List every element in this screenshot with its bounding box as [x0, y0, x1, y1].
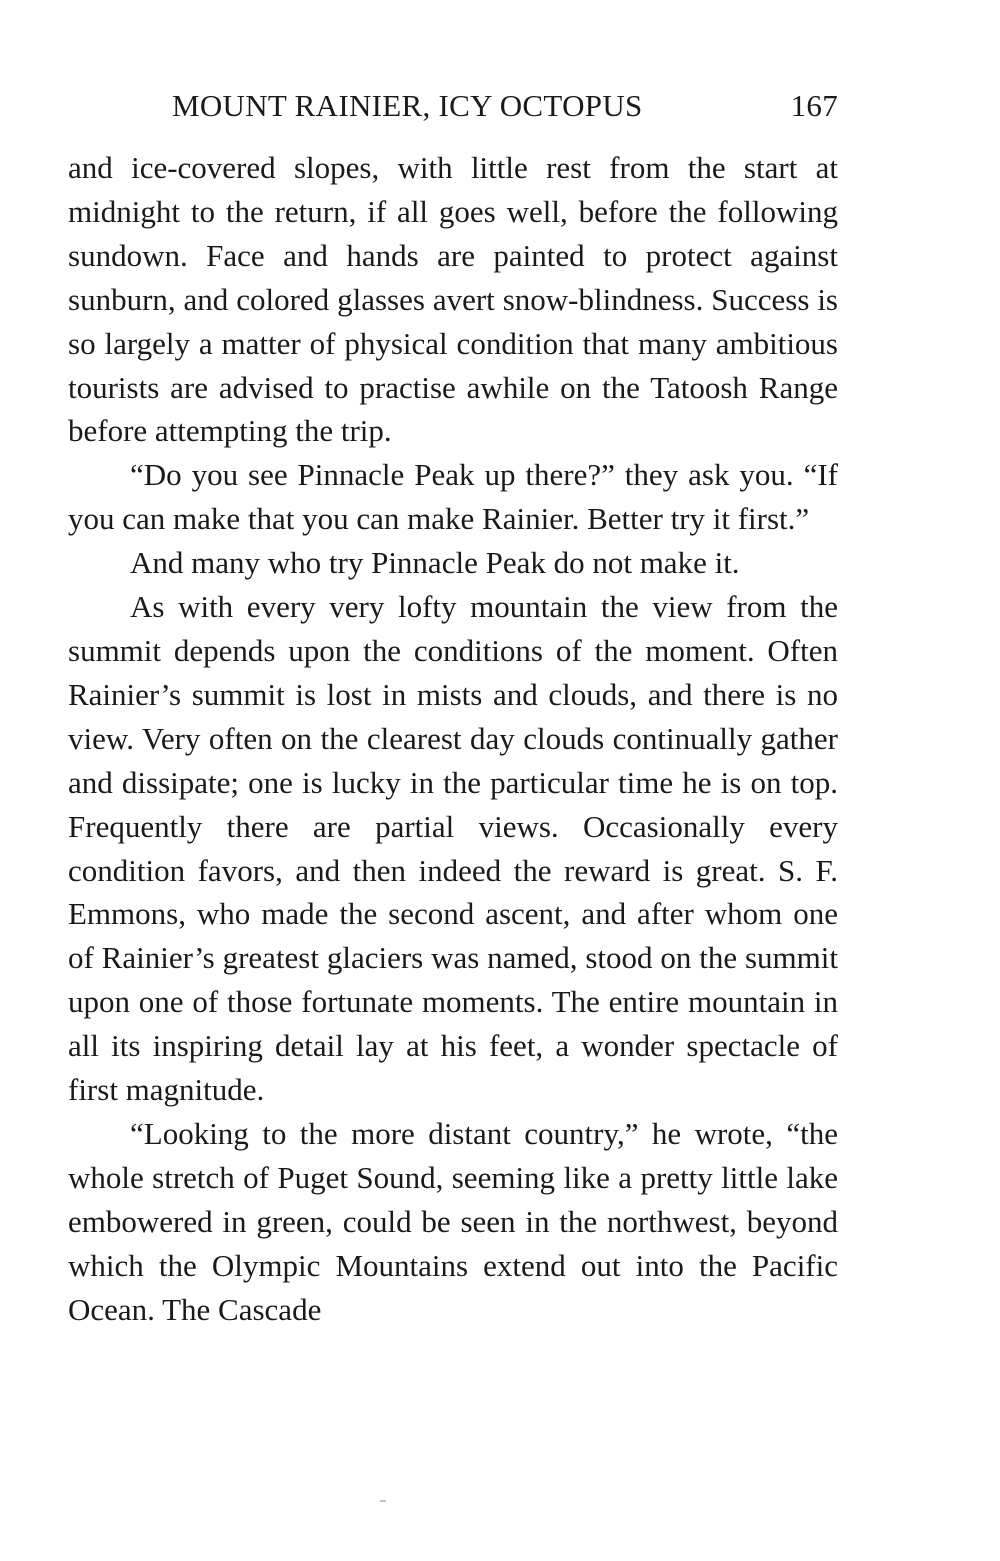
paragraph-pinnacle-question: “Do you see Pinnacle Peak up there?” they ask you. “If you can make that you can make Rainier. Better try it first.”	[68, 457, 838, 537]
running-header	[68, 84, 838, 128]
paragraph-continuation: and ice-covered slopes, with little rest from the start at midnight to the return, if all goes well, before the following sundown. Face and hands are painted to protect against sunburn, and colored glasses avert snow-blindness. Success is so largely a matter of physical condition that many ambitious tourists are advised to practise awhile on the Tatoosh Range before attempting the trip.	[68, 150, 838, 449]
print-speck	[380, 1500, 386, 1502]
page-number: 167	[790, 88, 838, 123]
body-text	[68, 146, 838, 1331]
paragraph-pinnacle-remark: And many who try Pinnacle Peak do not make it.	[130, 545, 740, 581]
paragraph-summit-view: As with every very lofty mountain the view from the summit depends upon the conditions of the moment. Often Rainier’s summit is lost in mists and clouds, and there is no view. Very often on the clearest day clouds continually gather and dissipate; one is lucky in the particular time he is on top. Frequently there are partial views. Occasionally every condition favors, and then indeed the reward is great. S. F. Emmons, who made the second ascent, and after whom one of Rainier’s greatest glaciers was named, stood on the summit upon one of those fortunate moments. The entire mountain in all its inspiring detail lay at his feet, a wonder spectacle of first magnitude.	[68, 589, 838, 1108]
running-title: MOUNT RAINIER, ICY OCTOPUS	[172, 88, 643, 123]
paragraph-emmons-quote: “Looking to the more distant country,” he wrote, “the whole stretch of Puget Sound, seeming like a pretty little lake embowered in green, could be seen in the northwest, beyond which the Olympic Mountains extend out into the Pacific Ocean. The Cascade	[68, 1115, 838, 1327]
